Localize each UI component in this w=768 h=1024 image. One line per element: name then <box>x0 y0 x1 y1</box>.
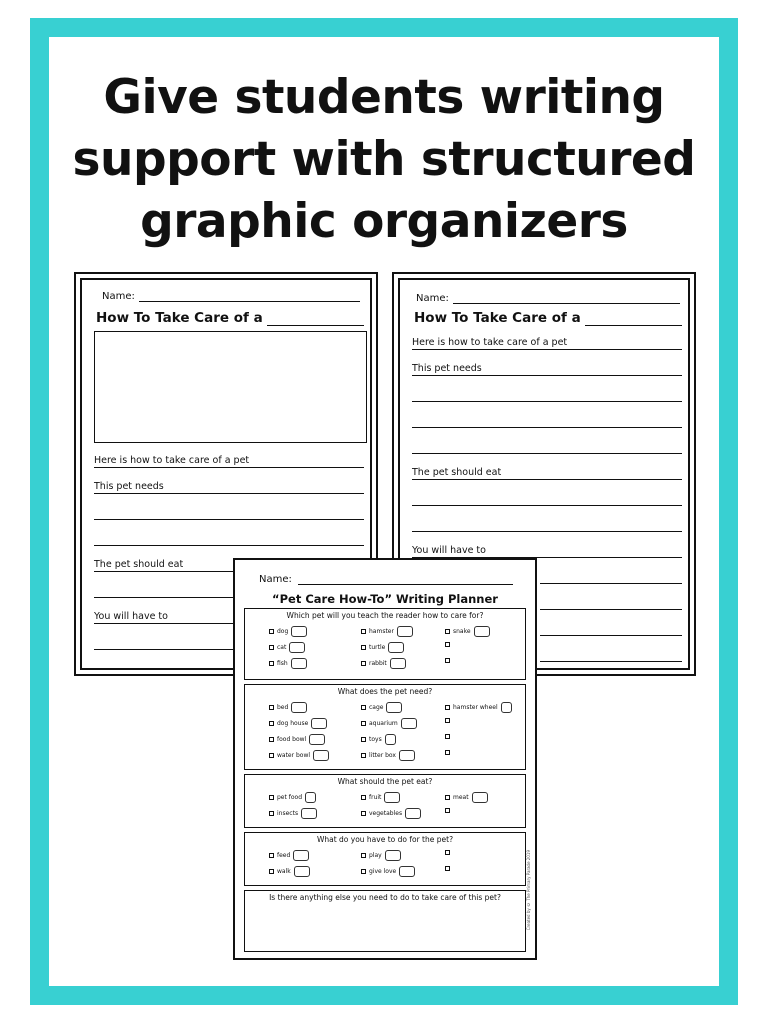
turtle-icon <box>388 642 404 653</box>
fruit-icon <box>384 792 400 803</box>
checkbox[interactable] <box>361 721 366 726</box>
writing-planner <box>233 558 537 960</box>
option-cage[interactable]: cage <box>361 702 402 713</box>
water-bowl-icon <box>313 750 329 761</box>
planner-title: “Pet Care How-To” Writing Planner <box>272 592 498 606</box>
checkbox[interactable] <box>269 705 274 710</box>
name-label: Name: <box>102 291 135 302</box>
playing-icon <box>385 850 401 861</box>
section-question: What does the pet need? <box>337 687 433 696</box>
option-litter-box[interactable]: litter box <box>361 750 415 761</box>
litter-box-icon <box>399 750 415 761</box>
option-aquarium[interactable]: aquarium <box>361 718 417 729</box>
writing-line: Here is how to take care of a pet <box>94 454 364 468</box>
option-blank[interactable] <box>445 734 450 739</box>
option-water-bowl[interactable]: water bowl <box>269 750 329 761</box>
insect-icon <box>301 808 317 819</box>
checkbox[interactable] <box>361 629 366 634</box>
checkbox[interactable] <box>361 661 366 666</box>
cage-icon <box>386 702 402 713</box>
checkbox[interactable] <box>445 850 450 855</box>
writing-line <box>540 648 682 662</box>
fish-icon <box>291 658 307 669</box>
dog-house-icon <box>311 718 327 729</box>
checkbox[interactable] <box>269 795 274 800</box>
option-vegetables[interactable]: vegetables <box>361 808 421 819</box>
checkbox[interactable] <box>269 629 274 634</box>
headline-line-3: graphic organizers <box>140 194 628 249</box>
checkbox[interactable] <box>361 753 366 758</box>
dog-icon <box>291 626 307 637</box>
checkbox[interactable] <box>361 705 366 710</box>
writing-line <box>412 440 682 454</box>
cat-icon <box>289 642 305 653</box>
checkbox[interactable] <box>445 866 450 871</box>
option-pet-food[interactable]: pet food <box>269 792 316 803</box>
checkbox[interactable] <box>361 795 366 800</box>
section-pet-choice <box>244 608 526 680</box>
snake-icon <box>474 626 490 637</box>
option-meat[interactable]: meat <box>445 792 488 803</box>
section-question: Which pet will you teach the reader how to care for? <box>286 611 484 620</box>
checkbox[interactable] <box>269 869 274 874</box>
option-play[interactable]: play <box>361 850 401 861</box>
section-question: What do you have to do for the pet? <box>316 835 454 844</box>
option-fish[interactable]: fish <box>269 658 307 669</box>
option-blank[interactable] <box>445 750 450 755</box>
section-question: Is there anything else you need to do to take care of this pet? <box>269 893 501 902</box>
writing-line <box>94 584 244 598</box>
option-fruit[interactable]: fruit <box>361 792 400 803</box>
option-hamster[interactable]: hamster <box>361 626 413 637</box>
checkbox[interactable] <box>445 750 450 755</box>
walking-icon <box>294 866 310 877</box>
option-blank[interactable] <box>445 866 450 871</box>
checkbox[interactable] <box>361 737 366 742</box>
option-snake[interactable]: snake <box>445 626 490 637</box>
writing-line: This pet needs <box>412 362 682 376</box>
option-feed[interactable]: feed <box>269 850 309 861</box>
option-dog[interactable]: dog <box>269 626 307 637</box>
rabbit-icon <box>390 658 406 669</box>
toy-ball-icon <box>385 734 396 745</box>
option-walk[interactable]: walk <box>269 866 310 877</box>
writing-line: This pet needs <box>94 480 364 494</box>
checkbox[interactable] <box>269 753 274 758</box>
writing-line <box>94 636 244 650</box>
checkbox[interactable] <box>361 645 366 650</box>
checkbox[interactable] <box>445 718 450 723</box>
planner-name-blank <box>298 575 513 585</box>
writing-line: You will have to <box>412 544 682 558</box>
option-cat[interactable]: cat <box>269 642 305 653</box>
section-question: What should the pet eat? <box>337 777 433 786</box>
writing-line <box>94 506 364 520</box>
writing-line: The pet should eat <box>412 466 682 480</box>
checkbox[interactable] <box>445 642 450 647</box>
worksheet-title <box>414 310 682 326</box>
checkbox[interactable] <box>445 705 450 710</box>
drawing-box <box>94 331 367 443</box>
checkbox[interactable] <box>445 629 450 634</box>
writing-line: You will have to <box>94 610 244 624</box>
checkbox[interactable] <box>361 869 366 874</box>
section-pet-food <box>244 774 526 828</box>
section-pet-tasks <box>244 832 526 886</box>
writing-line <box>540 596 682 610</box>
checkbox[interactable] <box>269 661 274 666</box>
writing-line <box>412 388 682 402</box>
title-blank <box>267 314 364 326</box>
name-blank <box>453 294 680 304</box>
checkbox[interactable] <box>445 808 450 813</box>
option-hamster-wheel[interactable]: hamster wheel <box>445 702 512 713</box>
feeding-icon <box>293 850 309 861</box>
writing-line <box>94 532 364 546</box>
planner-name-label: Name: <box>259 574 292 585</box>
section-pet-needs <box>244 684 526 770</box>
option-blank[interactable] <box>445 642 450 647</box>
writing-line <box>412 414 682 428</box>
option-food-bowl[interactable]: food bowl <box>269 734 325 745</box>
writing-line <box>540 622 682 636</box>
headline <box>49 67 719 253</box>
food-bowl-icon <box>309 734 325 745</box>
meat-icon <box>472 792 488 803</box>
writing-line: Here is how to take care of a pet <box>412 336 682 350</box>
aquarium-icon <box>401 718 417 729</box>
option-blank[interactable] <box>445 658 450 663</box>
worksheet-title <box>96 310 364 326</box>
wheel-icon <box>501 702 512 713</box>
checkbox[interactable] <box>445 658 450 663</box>
option-toys[interactable]: toys <box>361 734 396 745</box>
writing-line <box>412 518 682 532</box>
checkbox[interactable] <box>269 721 274 726</box>
section-anything-else <box>244 890 526 952</box>
name-blank <box>139 292 360 302</box>
writing-line <box>540 570 682 584</box>
worksheet-title-text: How To Take Care of a <box>414 310 581 326</box>
option-give-love[interactable]: give love <box>361 866 415 877</box>
checkbox[interactable] <box>269 853 274 858</box>
name-field <box>102 291 360 302</box>
hug-icon <box>399 866 415 877</box>
checkbox[interactable] <box>269 645 274 650</box>
option-insects[interactable]: insects <box>269 808 317 819</box>
headline-line-2: support with structured <box>72 132 696 187</box>
worksheet-title-text: How To Take Care of a <box>96 310 263 326</box>
checkbox[interactable] <box>445 795 450 800</box>
title-blank <box>585 314 682 326</box>
option-dog-house[interactable]: dog house <box>269 718 327 729</box>
name-field <box>416 293 680 304</box>
planner-name-field <box>259 574 513 585</box>
hamster-icon <box>397 626 413 637</box>
copyright-credit: Created by © The Primary Parade 2019 <box>526 850 531 931</box>
bed-icon <box>291 702 307 713</box>
pet-food-bag-icon <box>305 792 316 803</box>
option-blank[interactable] <box>445 850 450 855</box>
checkbox[interactable] <box>361 811 366 816</box>
option-turtle[interactable]: turtle <box>361 642 404 653</box>
name-label: Name: <box>416 293 449 304</box>
option-bed[interactable]: bed <box>269 702 307 713</box>
checkbox[interactable] <box>445 734 450 739</box>
headline-line-1: Give students writing <box>103 70 665 125</box>
checkbox[interactable] <box>361 853 366 858</box>
option-blank[interactable] <box>445 718 450 723</box>
writing-line: The pet should eat <box>94 558 244 572</box>
vegetables-icon <box>405 808 421 819</box>
checkbox[interactable] <box>269 811 274 816</box>
option-rabbit[interactable]: rabbit <box>361 658 406 669</box>
writing-line <box>412 492 682 506</box>
checkbox[interactable] <box>269 737 274 742</box>
answer-space[interactable] <box>245 905 525 951</box>
option-blank[interactable] <box>445 808 450 813</box>
